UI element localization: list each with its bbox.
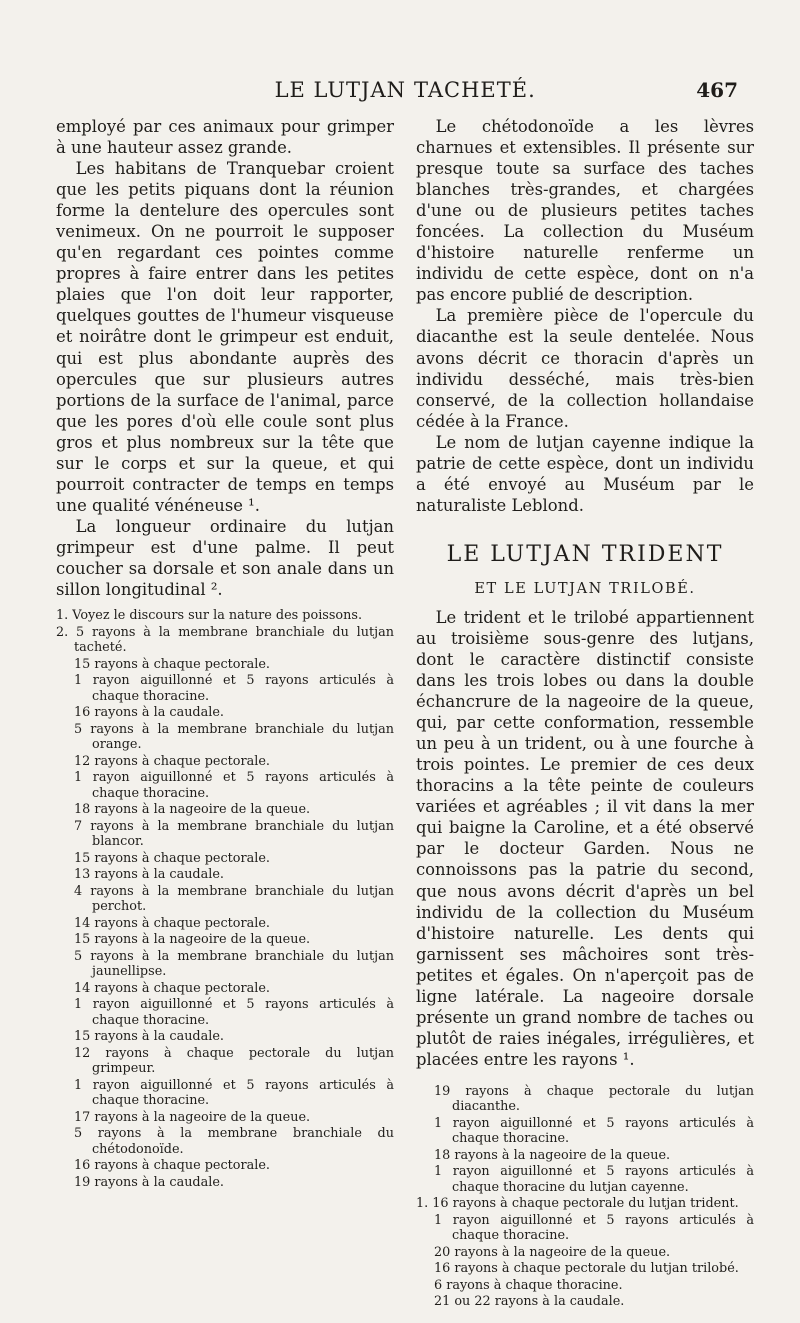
footnote: 7 rayons à la membrane branchiale du lutjan blancor. xyxy=(74,818,394,850)
footnote: 1. 16 rayons à chaque pectorale du lutjan trident. xyxy=(416,1196,739,1212)
footnote: 12 rayons à chaque pectorale du lutjan grimpeur. xyxy=(74,1045,394,1077)
footnotes-right xyxy=(416,1084,754,1310)
footnote: 18 rayons à la nageoire de la queue. xyxy=(74,802,311,818)
footnote: 21 ou 22 rayons à la caudale. xyxy=(434,1294,625,1310)
footnote: 15 rayons à la nageoire de la queue. xyxy=(74,932,311,948)
footnote: 12 rayons à chaque pectorale. xyxy=(74,753,270,769)
footnote: 5 rayons à la membrane branchiale du chétodonoïde. xyxy=(74,1126,394,1157)
footnote: 4 rayons à la membrane branchiale du lutjan perchot. xyxy=(74,883,394,915)
footnote: 16 rayons à chaque pectorale du lutjan trilobé. xyxy=(434,1261,739,1277)
running-head-left: LE LUTJAN xyxy=(274,78,406,102)
footnote: 1 rayon aiguillonné et 5 rayons articulés à chaque thoracine. xyxy=(74,770,394,801)
footnote: 20 rayons à la nageoire de la queue. xyxy=(434,1244,671,1260)
footnote: 16 rayons à la caudale. xyxy=(74,705,224,721)
page-number: 467 xyxy=(696,78,738,102)
paragraph: Le trident et le trilobé appartiennent au troisième sous-genre des lutjans, dont le caractère distinctif consiste dans les trois lobes ou dans la double échancrure de la nageoire de la queue, qui, par cette conformation, ressemble un peu à un trident, ou à une fourche à trois pointes. Le premier de ces deux thoracins a la tête peinte de couleurs variées et agréables ; il vit dans la mer qui baigne la Caroline, et a été observé par le docteur Garden. Nous ne connoissons pas la patrie du second, que nous avons décrit d'après un bel individu de la collection du Muséum d'histoire naturelle. Les dents qui garnissent ses mâchoires sont très-petites et égales. On n'aperçoit pas de ligne latérale. La nageoire dorsale présente un grand nombre de taches ou plutôt de raies inégales, irrégulières, et placées entre les rayons ¹. xyxy=(416,607,754,1069)
footnote: 1 rayon aiguillonné et 5 rayons articulés à chaque thoracine du lutjan cayenne. xyxy=(434,1164,754,1195)
running-header xyxy=(0,78,800,108)
footnote: 1. Voyez le discours sur la nature des poissons. xyxy=(56,608,363,624)
footnote: 15 rayons à la caudale. xyxy=(74,1029,224,1045)
footnote: 1 rayon aiguillonné et 5 rayons articulés à chaque thoracine. xyxy=(434,1212,754,1244)
footnote: 6 rayons à chaque thoracine. xyxy=(434,1277,623,1293)
paragraph: Le chétodonoïde a les lèvres charnues et extensibles. Il présente sur presque toute sa surface des taches blanches très-grandes, et chargées d'une ou de plusieurs petites taches foncées. La collection du Muséum d'histoire naturelle renferme un individu de cette espèce, dont on n'a pas encore publié de description. xyxy=(416,117,754,305)
footnote: 15 rayons à chaque pectorale. xyxy=(74,850,270,866)
paragraph: Le nom de lutjan cayenne indique la patrie de cette espèce, dont un individu a été envoyé au Muséum par le naturaliste Leblond. xyxy=(416,432,754,515)
footnote: 1 rayon aiguillonné et 5 rayons articulés à chaque thoracine. xyxy=(74,1077,394,1109)
footnote: 1 rayon aiguillonné et 5 rayons articulés à chaque thoracine. xyxy=(434,1115,754,1147)
right-column xyxy=(416,116,754,1310)
footnote: 14 rayons à chaque pectorale. xyxy=(74,980,270,996)
footnote: 18 rayons à la nageoire de la queue. xyxy=(434,1147,671,1163)
section-title: LE LUTJAN TRIDENT xyxy=(446,541,724,567)
footnote: 5 rayons à la membrane branchiale du lutjan jaunellipse. xyxy=(74,948,394,980)
footnotes-left xyxy=(56,608,394,1190)
footnote: 1 rayon aiguillonné et 5 rayons articulés à chaque thoracine. xyxy=(74,997,394,1028)
running-head-right: TACHETÉ. xyxy=(414,78,536,102)
paragraph: La première pièce de l'opercule du diacanthe est la seule dentelée. Nous avons décrit ce thoracin d'après un individu desséché, mais très-bien conservé, de la collection hollandaise cédée à la France. xyxy=(416,306,754,431)
section-subtitle: ET LE LUTJAN TRILOBÉ. xyxy=(474,580,696,597)
footnote: 15 rayons à chaque pectorale. xyxy=(74,656,270,672)
footnote: 19 rayons à chaque pectorale du lutjan diacanthe. xyxy=(434,1083,754,1115)
footnote: 13 rayons à la caudale. xyxy=(74,867,224,883)
footnote: 1 rayon aiguillonné et 5 rayons articulés à chaque thoracine. xyxy=(74,673,394,704)
footnote: 17 rayons à la nageoire de la queue. xyxy=(74,1109,311,1125)
paragraph: Les habitans de Tranquebar croient que les petits piquans dont la réunion forme la dentelure des opercules sont venimeux. On ne pourroit le supposer qu'en regardant ces pointes comme propres à faire entrer dans les petites plaies que l'on doit leur rapporter, quelques gouttes de l'humeur visqueuse et noirâtre dont le grimpeur est enduit, qui est plus abondante auprès des opercules que sur plusieurs autres portions de la surface de l'animal, parce que les pores d'où elle coule sont plus gros et plus nombreux sur la tête que sur le corps et sur la queue, et qui pourroit contracter de temps en temps une qualité vénéneuse ¹. xyxy=(56,159,394,515)
paragraph: La longueur ordinaire du lutjan grimpeur est d'une palme. Il peut coucher sa dorsale et son anale dans un sillon longitudinal ². xyxy=(56,516,394,600)
footnote: 5 rayons à la membrane branchiale du lutjan orange. xyxy=(74,721,394,753)
left-column xyxy=(56,116,394,1190)
footnote: 2. 5 rayons à la membrane branchiale du lutjan tacheté. xyxy=(56,624,394,656)
footnote: 14 rayons à chaque pectorale. xyxy=(74,915,270,931)
paragraph: employé par ces animaux pour grimper à une hauteur assez grande. xyxy=(56,117,394,158)
footnote: 19 rayons à la caudale. xyxy=(74,1174,224,1190)
footnote: 16 rayons à chaque pectorale. xyxy=(74,1158,270,1174)
